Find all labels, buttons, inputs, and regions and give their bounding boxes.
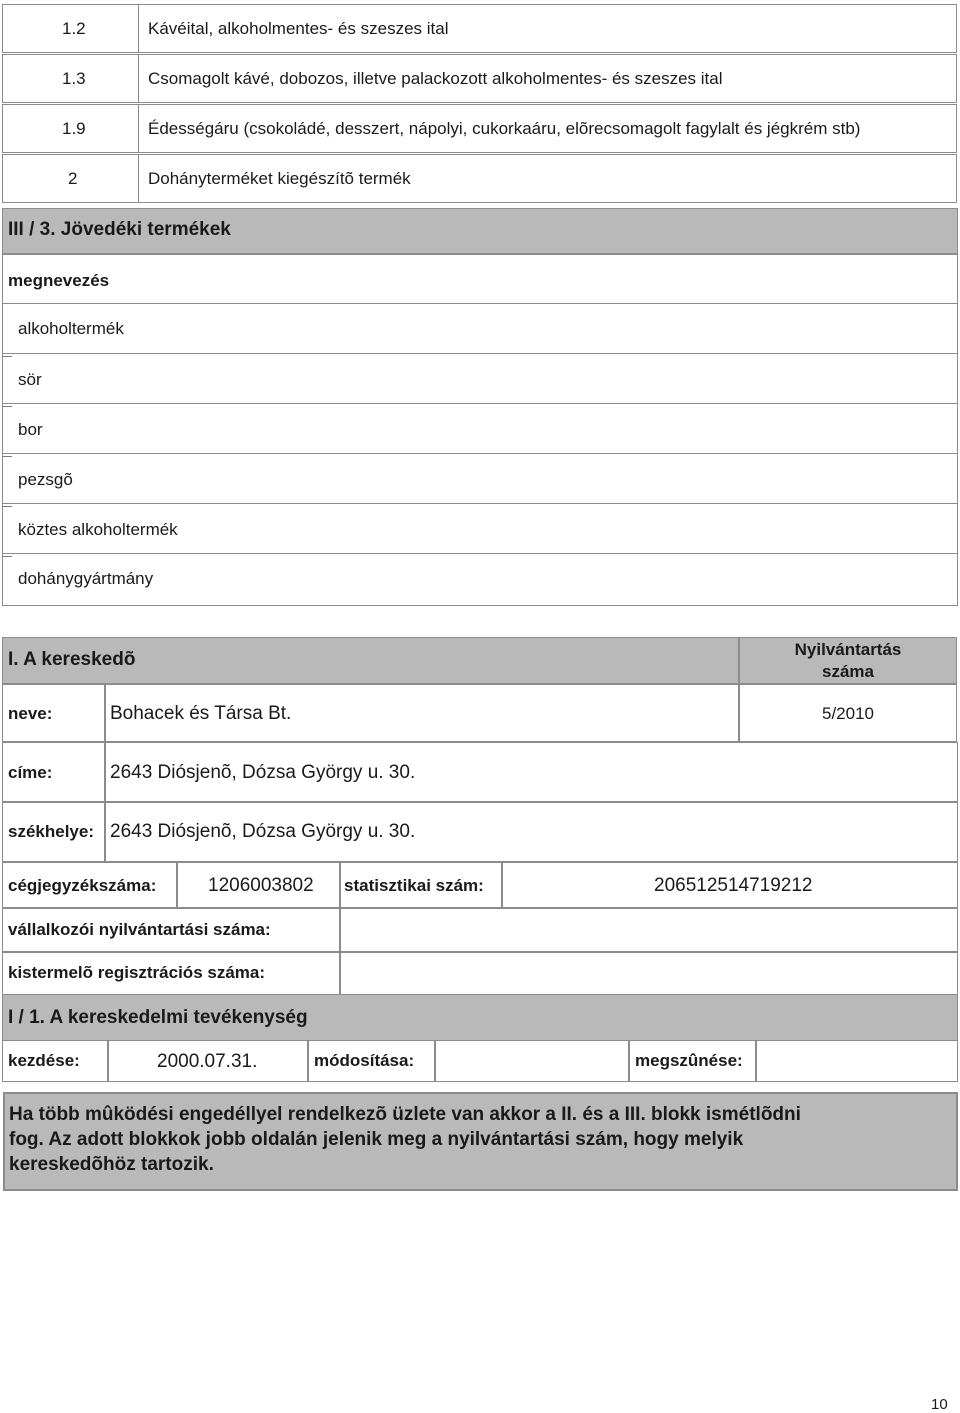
- modify-label: módosítása:: [314, 1051, 415, 1070]
- start-label: kezdése:: [8, 1051, 80, 1070]
- registry-header-line1: Nyilvántartás: [794, 640, 902, 659]
- address-value: 2643 Diósjenõ, Dózsa György u. 30.: [110, 762, 416, 783]
- note-line-2: fog. Az adott blokkok jobb oldalán jelenik meg a nyilvántartási szám, hogy melyik: [9, 1129, 744, 1150]
- excise-item: bor: [18, 420, 43, 439]
- excise-row-marker: [2, 506, 12, 507]
- note-line-3: kereskedõhöz tartozik.: [9, 1154, 214, 1175]
- entrepreneur-label: vállalkozói nyilvántartási száma:: [8, 920, 271, 939]
- excise-item: pezsgõ: [18, 470, 73, 489]
- producer-value-cell: [340, 952, 958, 995]
- registry-header-line2: száma: [822, 662, 874, 681]
- stat-value: 206512514719212: [654, 875, 813, 896]
- excise-row-marker: [2, 356, 12, 357]
- excise-row-divider: [2, 503, 958, 504]
- excise-row-marker: [2, 556, 12, 557]
- product-code: 1.3: [62, 69, 86, 88]
- excise-item: köztes alkoholtermék: [18, 520, 178, 539]
- excise-item: dohánygyártmány: [18, 569, 154, 588]
- trader-title: I. A kereskedõ: [8, 649, 136, 670]
- producer-label: kistermelõ regisztrációs száma:: [8, 963, 266, 982]
- name-label: neve:: [8, 704, 53, 723]
- excise-column-header: megnevezés: [8, 271, 110, 290]
- page-number: 10: [931, 1396, 948, 1413]
- product-row: [2, 154, 957, 203]
- stat-label: statisztikai szám:: [344, 876, 484, 895]
- note-line-1: Ha több mûködési engedéllyel rendelkezõ üzlete van akkor a II. és a III. blokk ismétlõdni: [9, 1104, 801, 1125]
- excise-row-divider: [2, 403, 958, 404]
- company-reg-value: 1206003802: [208, 875, 314, 896]
- excise-item: sör: [18, 370, 42, 389]
- modify-value-cell: [435, 1040, 629, 1082]
- end-label: megszûnése:: [635, 1051, 743, 1070]
- product-row: [2, 4, 957, 53]
- product-code: 2: [68, 169, 78, 188]
- seat-label: székhelye:: [8, 822, 94, 841]
- start-value: 2000.07.31.: [157, 1051, 258, 1072]
- seat-value: 2643 Diósjenõ, Dózsa György u. 30.: [110, 821, 416, 842]
- product-name: Édességáru (csokoládé, desszert, nápolyi, cukorkaáru, elõrecsomagolt fagylalt és jégkrém stb): [148, 119, 861, 138]
- excise-row-divider: [2, 453, 958, 454]
- excise-column-header-cell: [2, 254, 958, 304]
- product-code: 1.2: [62, 19, 86, 38]
- company-reg-label: cégjegyzékszáma:: [8, 876, 157, 895]
- product-name: Dohányterméket kiegészítõ termék: [148, 169, 411, 188]
- product-name: Csomagolt kávé, dobozos, illetve palackozott alkoholmentes- és szeszes ital: [148, 69, 723, 88]
- excise-row-marker: [2, 456, 12, 457]
- address-label: címe:: [8, 763, 53, 782]
- excise-row-marker: [2, 406, 12, 407]
- registry-number: 5/2010: [822, 704, 874, 723]
- excise-row-divider: [2, 353, 958, 354]
- product-name: Kávéital, alkoholmentes- és szeszes ital: [148, 19, 449, 38]
- entrepreneur-value-cell: [340, 908, 958, 952]
- excise-item: alkoholtermék: [18, 319, 124, 338]
- excise-title: III / 3. Jövedéki termékek: [8, 219, 231, 240]
- activity-title: I / 1. A kereskedelmi tevékenység: [8, 1007, 308, 1028]
- name-value: Bohacek és Társa Bt.: [110, 703, 292, 724]
- product-code: 1.9: [62, 119, 86, 138]
- excise-row-divider: [2, 553, 958, 554]
- end-value-cell: [756, 1040, 958, 1082]
